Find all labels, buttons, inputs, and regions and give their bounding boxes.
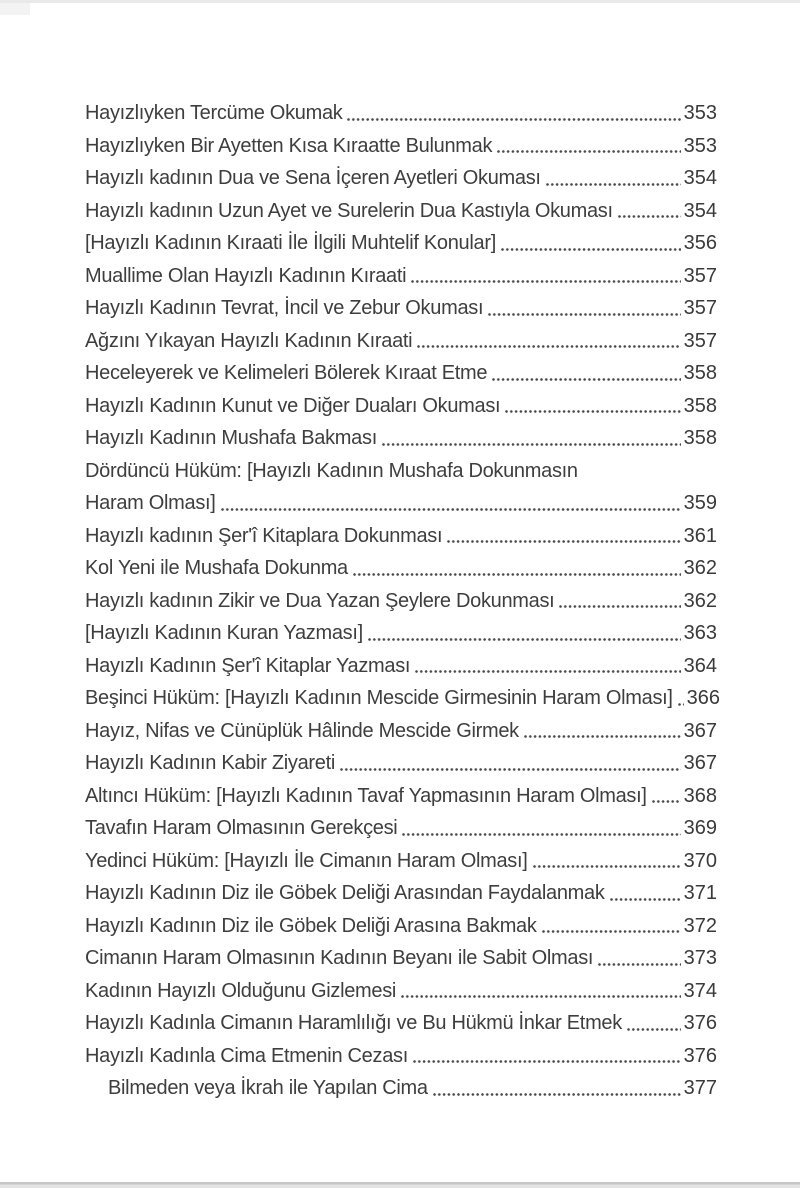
toc-entry-title: Tavafın Haram Olmasının Gerekçesi xyxy=(85,817,398,839)
toc-entry-page: 361 xyxy=(683,524,717,547)
toc-entry-page: 376 xyxy=(683,1044,717,1067)
toc-entry xyxy=(85,975,717,1008)
toc-entry xyxy=(85,260,717,293)
toc-entry-title: Heceleyerek ve Kelimeleri Bölerek Kıraat Etme xyxy=(85,362,488,384)
toc-entry-page: 368 xyxy=(683,784,717,807)
dot-leader xyxy=(488,292,680,325)
toc-entry-page: 367 xyxy=(683,752,717,774)
dot-leader xyxy=(533,845,681,878)
toc-entry-title: Hayızlı Kadının Diz ile Göbek Deliği Arasına Bakmak xyxy=(85,914,537,937)
toc-entry-title: Hayızlı kadının Zikir ve Dua Yazan Şeylere Dokunması xyxy=(85,589,555,612)
dot-leader xyxy=(610,877,681,910)
toc-entry-page: 357 xyxy=(683,329,717,352)
toc-entry xyxy=(85,812,717,845)
toc-entry xyxy=(85,910,717,943)
toc-entry-title: Kol Yeni ile Mushafa Dokunma xyxy=(85,557,348,579)
toc-entry-page: 362 xyxy=(683,589,717,612)
toc-entry-title: Hayızlı Kadının Şer'î Kitaplar Yazması xyxy=(85,654,411,677)
toc-entry-title: Hayızlı Kadının Kunut ve Diğer Duaları Okuması xyxy=(85,394,501,417)
dot-leader xyxy=(347,97,680,130)
toc-entry-page: 356 xyxy=(683,232,717,254)
toc-entry-page: 367 xyxy=(683,719,717,742)
toc-entry xyxy=(85,747,717,780)
toc-entry xyxy=(85,845,717,878)
toc-entry-page: 376 xyxy=(683,1012,717,1034)
toc-entry-title: Hayızlıyken Bir Ayetten Kısa Kıraatte Bulunmak xyxy=(85,134,493,157)
toc-entry-title: Cimanın Haram Olmasının Kadının Beyanı ile Sabit Olması xyxy=(85,947,594,969)
toc-entry xyxy=(85,552,717,585)
dot-leader xyxy=(546,162,681,195)
toc-entry-page: 374 xyxy=(683,979,717,1002)
dot-leader xyxy=(413,1040,681,1073)
toc-entry-title: Ağzını Yıkayan Hayızlı Kadının Kıraati xyxy=(85,329,413,352)
dot-leader xyxy=(417,325,680,358)
toc-entry-title: Hayız, Nifas ve Cünüplük Hâlinde Mescide Girmek xyxy=(85,719,519,742)
toc-entry-page: 377 xyxy=(683,1077,717,1099)
toc-entry-page: 358 xyxy=(683,394,717,417)
toc-entry xyxy=(85,520,717,553)
dot-leader xyxy=(402,812,680,845)
toc-entry-title: Hayızlı Kadınla Cimanın Haramlılığı ve Bu Hükmü İnkar Etmek xyxy=(85,1012,622,1034)
toc-entry-page: 372 xyxy=(683,914,717,937)
toc-entry xyxy=(85,292,717,325)
dot-leader xyxy=(497,130,680,163)
toc-entry-page: 364 xyxy=(683,654,717,677)
dot-leader xyxy=(382,422,681,455)
dot-leader xyxy=(221,487,681,520)
toc-entry-page: 366 xyxy=(686,687,721,709)
toc-entry-title: Muallime Olan Hayızlı Kadının Kıraati xyxy=(85,264,407,287)
toc-entry-page: 362 xyxy=(683,557,717,579)
toc-entry xyxy=(85,1040,717,1073)
toc-entry xyxy=(85,162,717,195)
toc-entry-title: [Hayızlı Kadının Kıraati İle İlgili Muhtelif Konular] xyxy=(85,232,496,254)
toc-entry-title: Hayızlı kadının Uzun Ayet ve Surelerin Dua Kastıyla Okuması xyxy=(85,199,613,222)
toc-entry-title: Hayızlı Kadının Kabir Ziyareti xyxy=(85,752,335,774)
dot-leader xyxy=(492,357,680,390)
toc-entry xyxy=(85,942,717,975)
dot-leader xyxy=(652,780,681,813)
toc-entry xyxy=(85,130,717,163)
toc-entry-title: Bilmeden veya İkrah ile Yapılan Cima xyxy=(108,1077,428,1099)
toc-entry xyxy=(85,195,717,228)
toc-entry xyxy=(85,617,717,650)
dot-leader xyxy=(559,585,680,618)
dot-leader xyxy=(447,520,680,553)
dot-leader xyxy=(678,682,684,715)
toc-entry-page: 358 xyxy=(683,362,717,384)
toc-entry-title: Hayızlı kadının Dua ve Sena İçeren Ayetleri Okuması xyxy=(85,167,541,189)
toc-entry-page: 353 xyxy=(683,102,717,124)
dot-leader xyxy=(368,617,681,650)
toc-entry-title: [Hayızlı Kadının Kuran Yazması] xyxy=(85,622,363,644)
toc-entry-title: Hayızlı Kadının Tevrat, İncil ve Zebur Okuması xyxy=(85,297,484,319)
toc-entry-page: 359 xyxy=(683,492,717,514)
toc-entry xyxy=(85,1072,717,1105)
toc-entry-title: Hayızlı Kadının Diz ile Göbek Deliği Arasından Faydalanmak xyxy=(85,882,605,904)
toc-entry-title: Yedinci Hüküm: [Hayızlı İle Cimanın Haram Olması] xyxy=(85,849,528,872)
dot-leader xyxy=(524,715,681,748)
toc-entry xyxy=(85,227,717,260)
toc-entry xyxy=(85,1007,717,1040)
toc-entry xyxy=(85,325,717,358)
dot-leader xyxy=(411,260,680,293)
toc-entry-title: Hayızlı Kadınla Cima Etmenin Cezası xyxy=(85,1044,408,1067)
dot-leader xyxy=(353,552,681,585)
dot-leader xyxy=(501,227,681,260)
toc-entry-page: 357 xyxy=(683,264,717,287)
toc-entry-page: 353 xyxy=(683,134,717,157)
dot-leader xyxy=(627,1007,681,1040)
toc-entry-page: 363 xyxy=(683,622,717,644)
toc-entry xyxy=(85,455,717,488)
dot-leader xyxy=(340,747,681,780)
toc-entry-title: Haram Olması] xyxy=(85,492,216,514)
toc-entry xyxy=(85,715,717,748)
toc-entry-page: 370 xyxy=(683,849,717,872)
dot-leader xyxy=(433,1072,681,1105)
toc-entry xyxy=(85,585,717,618)
toc-entry xyxy=(85,487,717,520)
toc-entry-title: Hayızlıyken Tercüme Okumak xyxy=(85,102,343,124)
toc-entry-title: Hayızlı kadının Şer'î Kitaplara Dokunması xyxy=(85,524,443,547)
dot-leader xyxy=(415,650,680,683)
toc-entry-page: 369 xyxy=(683,817,717,839)
dot-leader xyxy=(401,975,681,1008)
toc-entry-page: 354 xyxy=(683,167,717,189)
toc-entry xyxy=(85,877,717,910)
scan-edge-bottom xyxy=(0,1182,800,1188)
dot-leader xyxy=(618,195,681,228)
toc-entry xyxy=(85,650,717,683)
toc-entry xyxy=(85,357,717,390)
dot-leader xyxy=(505,390,680,423)
toc-entry-title: Beşinci Hüküm: [Hayızlı Kadının Mescide Girmesinin Haram Olması] xyxy=(85,687,673,709)
toc-entry-page: 354 xyxy=(683,199,717,222)
toc-entry xyxy=(85,682,721,715)
toc-entry xyxy=(85,390,717,423)
toc-entry-title: Hayızlı Kadının Mushafa Bakması xyxy=(85,427,377,449)
toc-entry-page: 371 xyxy=(683,882,717,904)
toc-entry xyxy=(85,97,717,130)
toc-entry-title: Altıncı Hüküm: [Hayızlı Kadının Tavaf Yapmasının Haram Olması] xyxy=(85,784,647,807)
toc-entry-page: 373 xyxy=(683,947,717,969)
toc-entry-page: 358 xyxy=(683,427,717,449)
dot-leader xyxy=(598,942,680,975)
toc-entry xyxy=(85,422,717,455)
toc-entry xyxy=(85,780,717,813)
dot-leader xyxy=(542,910,681,943)
toc-entry-title: Kadının Hayızlı Olduğunu Gizlemesi xyxy=(85,979,397,1002)
toc-entry-page: 357 xyxy=(683,297,717,319)
toc-entry-title: Dördüncü Hüküm: [Hayızlı Kadının Mushafa Dokunmasın xyxy=(85,459,578,482)
